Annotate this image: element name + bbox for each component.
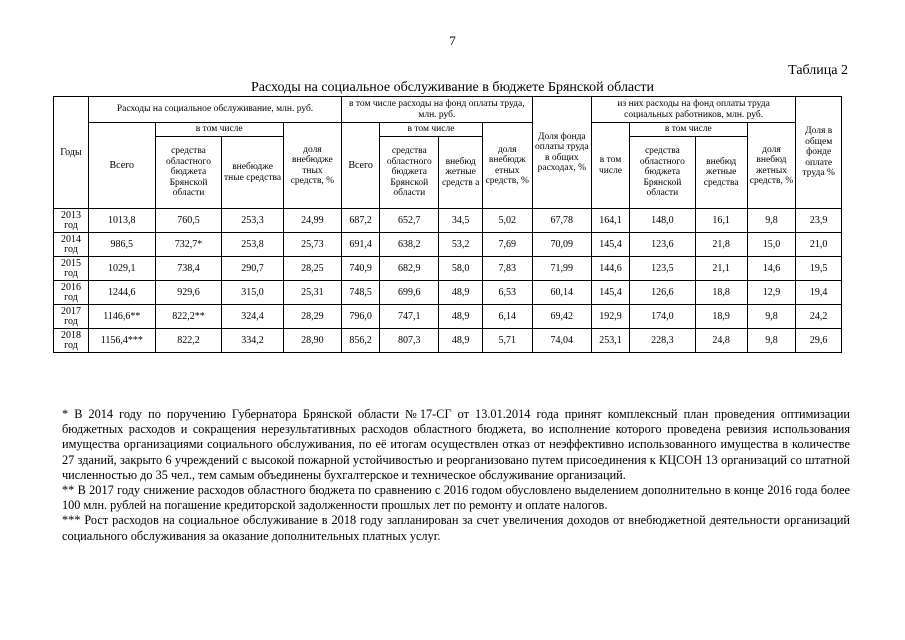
table-cell: 856,2 [342,329,380,353]
year-cell: 2018 год [54,329,89,353]
table-cell: 253,3 [222,209,283,233]
social-services-budget-table [53,96,842,353]
table-cell: 290,7 [222,257,283,281]
table-cell: 18,8 [695,281,747,305]
table-cell: 126,6 [630,281,696,305]
year-cell: 2014 год [54,233,89,257]
footnote-1: * В 2014 году по поручению Губернатора Брянской области №17-СГ от 13.01.2014 года принят комплексный план проведения оптимизации бюджетных расходов и сокращения нерезультативных расходов областного бюджета, во исполнение которого проведена ревизия использования имущества организациями социального обслуживания, по её итогам осуществлен отказ от неэффективно использованного имущества в количестве 27 зданий, закрыто 6 учреждений с высокой пожарной устойчивостью и реорганизовано путем присоединения к КЦСОН 13 организаций со штатной численностью до 35 чел., тем самым объединены бухгалтерское и техническое обслуживание организаций. [62,407,850,482]
table-cell: 807,3 [380,329,439,353]
table-cell: 748,5 [342,281,380,305]
table-cell: 253,1 [591,329,629,353]
table-cell: 15,0 [747,233,796,257]
table-cell: 12,9 [747,281,796,305]
table-cell: 58,0 [439,257,482,281]
year-cell: 2015 год [54,257,89,281]
table-cell: 48,9 [439,329,482,353]
table-cell: 164,1 [591,209,629,233]
table-cell: 6,53 [482,281,532,305]
table-row [54,209,842,233]
table-cell: 60,14 [532,281,591,305]
table-cell: 21,8 [695,233,747,257]
header-extrabudget-share-2: доля внебюдж етных средств, % [482,123,532,209]
table-cell: 1013,8 [88,209,155,233]
table-cell: 732,7* [155,233,222,257]
table-cell: 691,4 [342,233,380,257]
table-label: Таблица 2 [788,63,848,78]
table-cell: 21,1 [695,257,747,281]
table-cell: 71,99 [532,257,591,281]
table-cell: 28,90 [283,329,341,353]
table-cell: 740,9 [342,257,380,281]
table-cell: 1244,6 [88,281,155,305]
page-number: 7 [449,33,456,48]
table-cell: 253,8 [222,233,283,257]
table-cell: 148,0 [630,209,696,233]
table-cell: 123,6 [630,233,696,257]
table-cell: 24,2 [796,305,842,329]
table-cell: 324,4 [222,305,283,329]
table-cell: 9,8 [747,329,796,353]
header-total-expenses: Расходы на социальное обслуживание, млн. руб. [88,97,341,123]
table-row [54,329,842,353]
footnote-3: *** Рост расходов на социальное обслуживание в 2018 году запланирован за счет увеличения доходов от внебюджетной деятельности организаций социального обслуживания за оказание дополнительных платных услуг. [62,513,850,543]
table-cell: 687,2 [342,209,380,233]
table-cell: 315,0 [222,281,283,305]
header-regional-3: средства областного бюджета Брянской области [630,137,696,209]
table-cell: 796,0 [342,305,380,329]
header-total-2: Всего [342,123,380,209]
table-cell: 1146,6** [88,305,155,329]
table-cell: 822,2** [155,305,222,329]
header-including-3: в том числе [630,123,748,137]
table-cell: 74,04 [532,329,591,353]
table-cell: 822,2 [155,329,222,353]
header-regional-2: средства областного бюджета Брянской области [380,137,439,209]
table-cell: 228,3 [630,329,696,353]
table-cell: 145,4 [591,233,629,257]
header-regional-1: средства областного бюджета Брянской области [155,137,222,209]
table-body [54,209,842,353]
header-payroll-share: Доля фонда оплаты труда в общих расходах, % [532,97,591,209]
table-cell: 144,6 [591,257,629,281]
year-cell: 2016 год [54,281,89,305]
table-cell: 699,6 [380,281,439,305]
table-row [54,281,842,305]
header-social-workers-payroll: из них расходы на фонд оплаты труда социальных работников, млн. руб. [591,97,795,123]
table-cell: 53,2 [439,233,482,257]
footnotes [62,407,850,544]
table-cell: 25,73 [283,233,341,257]
table-cell: 24,99 [283,209,341,233]
table-cell: 48,9 [439,305,482,329]
table-row [54,305,842,329]
table-cell: 986,5 [88,233,155,257]
header-extrabudget-1: внебюдже тные средства [222,137,283,209]
table-cell: 1156,4*** [88,329,155,353]
header-years: Годы [54,97,89,209]
table-cell: 29,6 [796,329,842,353]
table-cell: 174,0 [630,305,696,329]
table-cell: 9,8 [747,209,796,233]
table-cell: 192,9 [591,305,629,329]
table-cell: 34,5 [439,209,482,233]
table-cell: 70,09 [532,233,591,257]
table-cell: 67,78 [532,209,591,233]
year-cell: 2013 год [54,209,89,233]
table-title: Расходы на социальное обслуживание в бюджете Брянской области [251,80,654,95]
table-cell: 638,2 [380,233,439,257]
year-cell: 2017 год [54,305,89,329]
table-cell: 747,1 [380,305,439,329]
table-cell: 9,8 [747,305,796,329]
table-cell: 652,7 [380,209,439,233]
table-cell: 14,6 [747,257,796,281]
table-cell: 5,02 [482,209,532,233]
table-cell: 28,25 [283,257,341,281]
table-cell: 19,4 [796,281,842,305]
table-cell: 123,5 [630,257,696,281]
table-cell: 69,42 [532,305,591,329]
table-cell: 6,14 [482,305,532,329]
table-cell: 23,9 [796,209,842,233]
header-total-3: в том числе [591,123,629,209]
header-including-2: в том числе [380,123,483,137]
table-cell: 16,1 [695,209,747,233]
table-cell: 25,31 [283,281,341,305]
table-cell: 18,9 [695,305,747,329]
header-extrabudget-2: внебюд жетные средств а [439,137,482,209]
table-cell: 5,71 [482,329,532,353]
table-cell: 24,8 [695,329,747,353]
table-cell: 48,9 [439,281,482,305]
table-cell: 28,29 [283,305,341,329]
table-cell: 1029,1 [88,257,155,281]
table-cell: 760,5 [155,209,222,233]
header-including-1: в том числе [155,123,283,137]
table-cell: 21,0 [796,233,842,257]
table-cell: 145,4 [591,281,629,305]
header-extrabudget-share-3: доля внебюд жетных средств, % [747,123,796,209]
footnote-2: ** В 2017 году снижение расходов областного бюджета по сравнению с 2016 годом обусловлено выделением дополнительно в конце 2016 года более 100 млн. рублей на погашение кредиторской задолженности прошлых лет по ремонту и оплате налогов. [62,483,850,513]
header-extrabudget-3: внебюд жетные средства [695,137,747,209]
table-cell: 929,6 [155,281,222,305]
table-cell: 334,2 [222,329,283,353]
table-cell: 7,69 [482,233,532,257]
table-cell: 7,83 [482,257,532,281]
header-total-1: Всего [88,123,155,209]
table-row [54,257,842,281]
table-cell: 738,4 [155,257,222,281]
header-extrabudget-share-1: доля внебюдже тных средств, % [283,123,341,209]
table-row [54,233,842,257]
header-payroll-expenses: в том числе расходы на фонд оплаты труда, млн. руб. [342,97,533,123]
header-social-workers-share: Доля в общем фонде оплате труда % [796,97,842,209]
table-cell: 682,9 [380,257,439,281]
table-cell: 19,5 [796,257,842,281]
